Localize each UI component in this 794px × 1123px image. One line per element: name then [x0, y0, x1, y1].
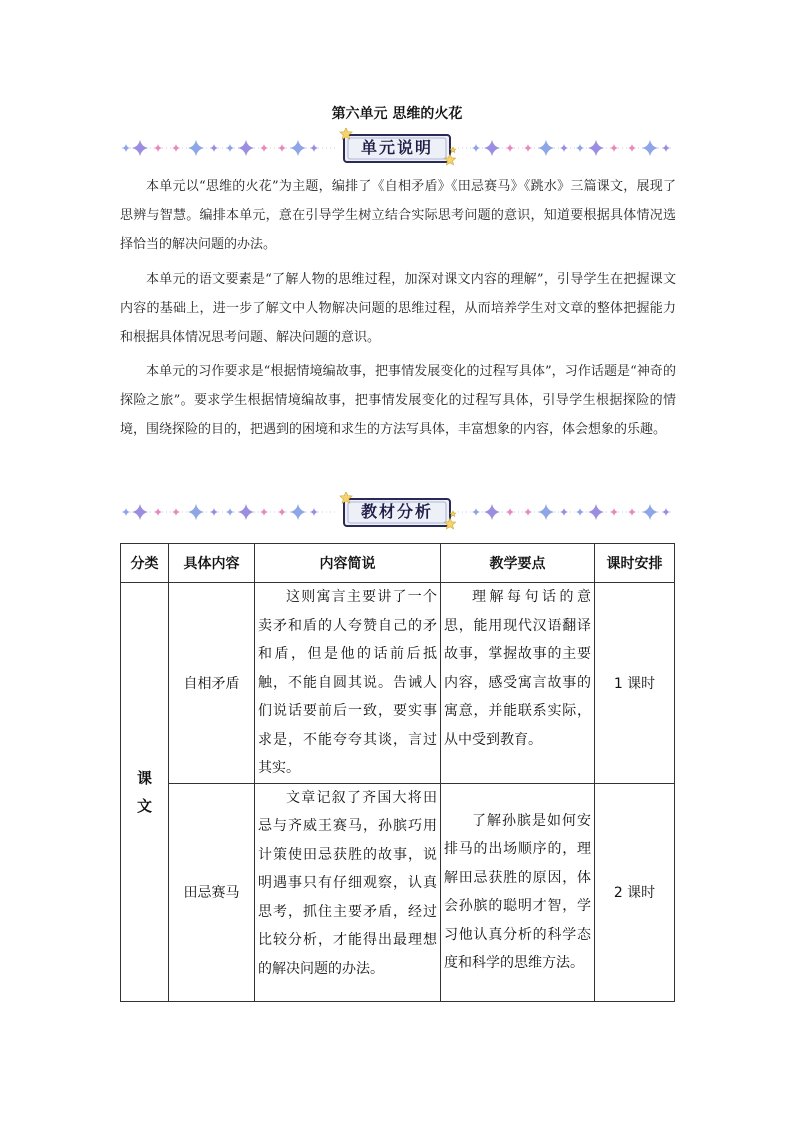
key-points-cell: 理解每句话的意思，能用现代汉语翻译故事，掌握故事的主要内容，感受寓言故事的寓意，并能联系实际，从中受到教育。: [441, 583, 595, 784]
star-icon: [450, 511, 456, 516]
sparkle-icon: [588, 504, 604, 520]
sparkle-icon: [238, 140, 254, 156]
summary-cell: 文章记叙了齐国大将田忌与齐威王赛马，孙膑巧用计策使田忌获胜的故事，说明遇事只有仔细观察，认真思考，抓住主要矛盾，经过比较分析，才能得出最理想的解决问题的办法。: [255, 783, 441, 1001]
section-title-unit-description: 单元说明: [360, 138, 433, 157]
sparkle-icon: [260, 144, 268, 152]
sparkle-icon: [662, 508, 670, 516]
sparkle-icon: [310, 508, 318, 516]
sparkle-icon: [310, 144, 318, 152]
sparkle-icon: [188, 140, 204, 156]
sparkle-icon: [132, 504, 148, 520]
header-key-points: 教学要点: [441, 544, 595, 583]
table-row: [121, 583, 675, 784]
sparkle-icon: [610, 508, 618, 516]
sparkle-icon: [154, 144, 162, 152]
sparkle-icon: [290, 140, 306, 156]
sparkle-icon: [628, 144, 636, 152]
table-row: [121, 783, 675, 1001]
sparkle-icon: [472, 144, 480, 152]
sparkle-icon: [610, 144, 618, 152]
sparkle-icon: [642, 504, 658, 520]
sparkle-icon: [560, 508, 568, 516]
star-icon: [450, 147, 456, 152]
sparkle-icon: [524, 508, 532, 516]
sparkle-icon: [642, 140, 658, 156]
sparkle-icon: [524, 144, 532, 152]
unit-paragraph-2: 本单元的语文要素是“了解人物的思维过程，加深对课文内容的理解”，引导学生在把握课文内容的基础上，进一步了解文中人物解决问题的思维过程，从而培养学生对文章的整体把握能力和根据具体情况思考问题、解决问题的意识。: [120, 272, 676, 345]
section-banner-material-analysis: [118, 492, 676, 532]
sparkle-icon: [172, 508, 180, 516]
sparkle-icon: [576, 144, 584, 152]
unit-paragraph-3: 本单元的习作要求是“根据情境编故事，把事情发展变化的过程写具体”，习作话题是“神奇的探险之旅”。要求学生根据情境编故事，把事情发展变化的过程写具体，引导学生根据探险的情境，围绕探险的目的，把遇到的困境和求生的方法写具体，丰富想象的内容，体会想象的乐趣。: [120, 364, 676, 437]
unit-paragraph-1: 本单元以“思维的火花”为主题，编排了《自相矛盾》《田忌赛马》《跳水》三篇课文，展现了思辨与智慧。编排本单元，意在引导学生树立结合实际思考问题的意识，知道要根据具体情况选择恰当的解决问题的办法。: [120, 179, 676, 252]
sparkle-icon: [576, 508, 584, 516]
sparkle-icon: [290, 504, 306, 520]
sparkle-icon: [506, 508, 514, 516]
header-content: 具体内容: [169, 544, 255, 583]
sparkle-icon: [132, 140, 148, 156]
hours-cell: 2 课时: [595, 783, 675, 1001]
category-label: 课文: [136, 768, 152, 815]
summary-cell: 这则寓言主要讲了一个卖矛和盾的人夸赞自己的矛和盾，但是他的话前后抵触，不能自圆其说。告诫人们说话要前后一致，要实事求是，不能夸夸其谈，言过其实。: [255, 583, 441, 784]
header-category: 分类: [121, 544, 169, 583]
table-header-row: [121, 544, 675, 583]
sparkle-icon: [560, 144, 568, 152]
sparkle-icon: [538, 504, 554, 520]
sparkle-icon: [538, 140, 554, 156]
header-hours: 课时安排: [595, 544, 675, 583]
sparkle-icon: [154, 508, 162, 516]
category-cell: [121, 583, 169, 1002]
key-points-cell: 了解孙膑是如何安排马的出场顺序的，理解田忌获胜的原因，体会孙膑的聪明才智，学习他认真分析的科学态度和科学的思维方法。: [441, 783, 595, 1001]
sparkle-icon: [210, 144, 218, 152]
header-summary: 内容简说: [255, 544, 441, 583]
sparkle-icon: [226, 144, 234, 152]
material-analysis-table: [120, 543, 675, 1002]
sparkle-icon: [278, 144, 286, 152]
section-banner-unit-description: [118, 128, 676, 168]
sparkle-icon: [122, 508, 130, 516]
sparkle-icon: [662, 144, 670, 152]
sparkle-icon: [210, 508, 218, 516]
sparkle-icon: [484, 140, 500, 156]
sparkle-icon: [188, 504, 204, 520]
sparkle-icon: [278, 508, 286, 516]
sparkle-icon: [472, 508, 480, 516]
sparkle-icon: [484, 504, 500, 520]
item-cell: 田忌赛马: [169, 783, 255, 1001]
item-cell: 自相矛盾: [169, 583, 255, 784]
section-title-material-analysis: 教材分析: [360, 502, 433, 521]
sparkle-icon: [238, 504, 254, 520]
sparkle-icon: [122, 144, 130, 152]
sparkle-icon: [628, 508, 636, 516]
sparkle-icon: [172, 144, 180, 152]
sparkle-icon: [588, 140, 604, 156]
sparkle-icon: [260, 508, 268, 516]
sparkle-icon: [506, 144, 514, 152]
sparkle-icon: [226, 508, 234, 516]
page-title: 第六单元 思维的火花: [331, 106, 463, 122]
hours-cell: 1 课时: [595, 583, 675, 784]
